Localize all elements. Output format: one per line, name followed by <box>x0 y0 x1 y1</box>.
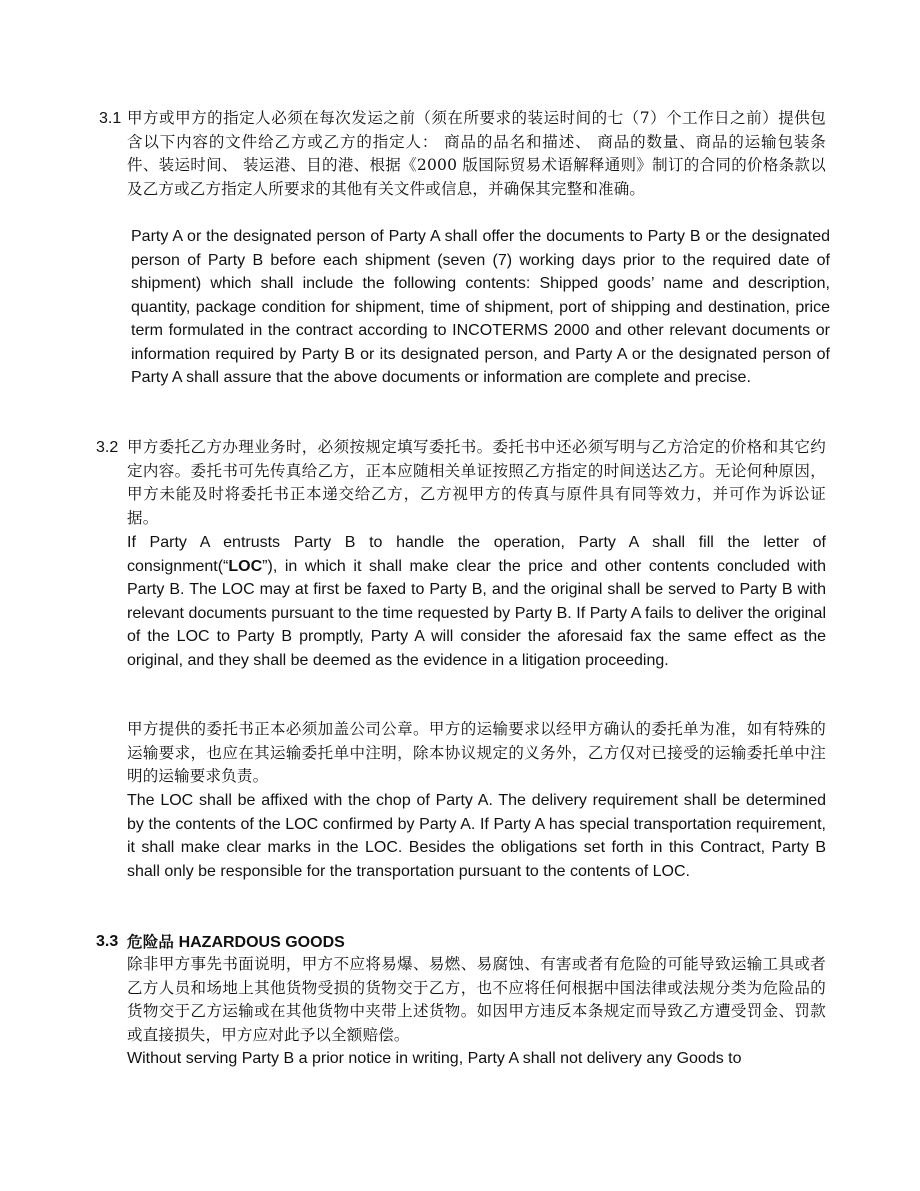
section-3-3-zh: 除非甲方事先书面说明，甲方不应将易爆、易燃、易腐蚀、有害或者有危险的可能导致运输工具或者乙方人员和场地上其他货物受损的货物交于乙方，也不应将任何根据中国法律或法规分类为危险品的货物交于乙方运输或在其他货物中夹带上述货物。如因甲方违反本条规定而导致乙方遭受罚金、罚款或直接损失，甲方应对此予以全额赔偿。 <box>127 955 826 1044</box>
section-3-3-title-en: HAZARDOUS GOODS <box>178 934 345 951</box>
section-3-2-zh-2: 甲方提供的委托书正本必须加盖公司公章。甲方的运输要求以经甲方确认的委托单为准，如有特殊的运输要求，也应在其运输委托单中注明，除本协议规定的义务外，乙方仅对已接受的运输委托单中注明的运输要求负责。 <box>127 720 826 785</box>
section-3-3-heading <box>127 930 345 955</box>
section-3-1-en: Party A or the designated person of Party A shall offer the documents to Party B or the designated person of Party B before each shipment (seven (7) working days prior to the required date of shipment) which shall include the following contents: Shipped goods’ name and description, quantity, package condition for shipment, time of shipment, port of shipping and destination, price term formulated in the contract according to INCOTERMS 2000 and other relevant documents or information required by Party B or its designated person, and Party A or the designated person of Party A shall assure that the above documents or information are complete and precise. <box>131 228 830 386</box>
section-3-3-en: Without serving Party B a prior notice in writing, Party A shall not delivery any Goods to <box>127 1050 742 1067</box>
section-3-2-en-1 <box>127 531 826 672</box>
section-3-2-en-1-start: If Party A entrusts Party B to handle the operation, Party A shall fill the letter of consignment(“ <box>127 534 826 575</box>
section-3-1-zh: 甲方或甲方的指定人必须在每次发运之前（须在所要求的装运时间的七（7）个工作日之前）提供包含以下内容的文件给乙方或乙方的指定人： 商品的品名和描述、 商品的数量、商品的运输包装条件、装运时间、 装运港、目的港、根据《2000 版国际贸易术语解释通则》制订的合同的价格条款以及乙方或乙方指定人所要求的其他有关文件或信息，并确保其完整和准确。 <box>127 109 826 198</box>
section-3-2-loc-term: LOC <box>228 557 263 575</box>
section-3-3-title-zh: 危险品 <box>127 932 175 951</box>
section-3-2-en-2: The LOC shall be affixed with the chop of Party A. The delivery requirement shall be determined by the contents of the LOC confirmed by Party A. If Party A has special transportation requirement, it shall make clear marks in the LOC. Besides the obligations set forth in this Contract, Party B shall only be responsible for the transportation pursuant to the contents of LOC. <box>127 792 826 880</box>
section-3-1-number: 3.1 <box>99 110 122 127</box>
section-3-2-en-1-end: ”), in which it shall make clear the price and other contents concluded with Party B. The LOC may at first be faxed to Party B, and the original shall be served to Party B with relevant documents pursuant to the time requested by Party B. If Party A fails to deliver the original of the LOC to Party B promptly, Party A will consider the aforesaid fax the same effect as the original, and they shall be deemed as the evidence in a litigation proceeding. <box>127 557 826 669</box>
section-3-2-number: 3.2 <box>96 439 119 456</box>
section-3-2-zh-1: 甲方委托乙方办理业务时，必须按规定填写委托书。委托书中还必须写明与乙方洽定的价格和其它约定内容。委托书可先传真给乙方，正本应随相关单证按照乙方指定的时间送达乙方。无论何种原因，甲方未能及时将委托书正本递交给乙方，乙方视甲方的传真与原件具有同等效力，并可作为诉讼证据。 <box>127 438 826 527</box>
section-3-3-number: 3.3 <box>96 933 119 950</box>
